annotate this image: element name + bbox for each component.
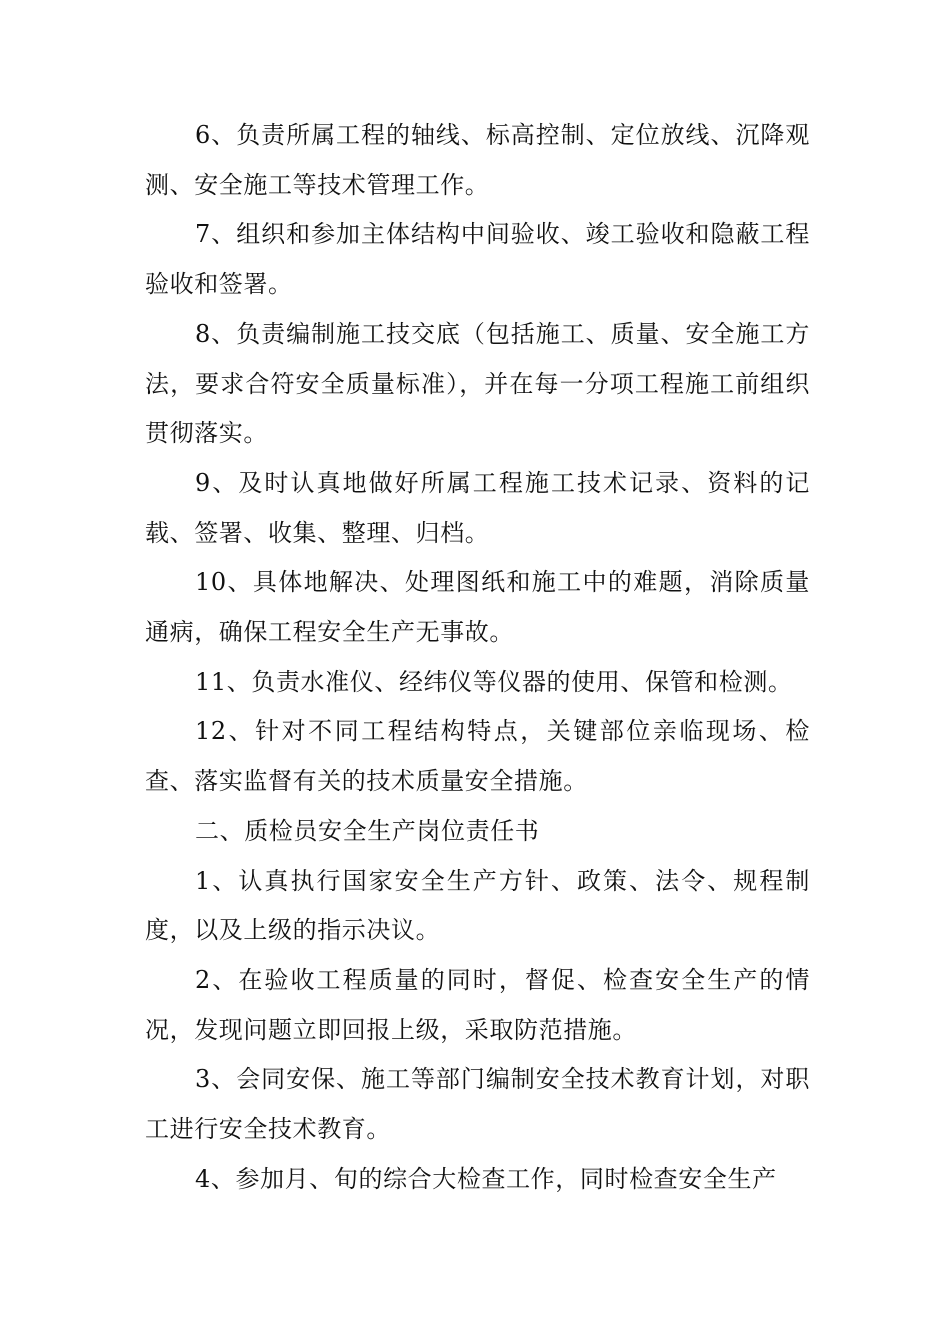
paragraph-item-11: 11、负责水准仪、经纬仪等仪器的使用、保管和检测。 <box>195 667 793 696</box>
paragraph-item-9: 9、及时认真地做好所属工程施工技术记录、资料的记载、签署、收集、整理、归档。 <box>145 468 810 547</box>
paragraph-item-4: 4、参加月、旬的综合大检查工作，同时检查安全生产 <box>195 1164 777 1193</box>
document-body <box>145 111 810 1204</box>
paragraph-item-3: 3、会同安保、施工等部门编制安全技术教育计划，对职工进行安全技术教育。 <box>145 1065 810 1144</box>
paragraph-item-2: 2、在验收工程质量的同时，督促、检查安全生产的情况，发现问题立即回报上级，采取防范措施。 <box>145 965 810 1044</box>
paragraph-item-10: 10、具体地解决、处理图纸和施工中的难题，消除质量通病，确保工程安全生产无事故。 <box>145 568 810 647</box>
paragraph-item-12: 12、针对不同工程结构特点，关键部位亲临现场、检查、落实监督有关的技术质量安全措施。 <box>145 717 810 796</box>
paragraph-item-1: 1、认真执行国家安全生产方针、政策、法令、规程制度，以及上级的指示决议。 <box>145 866 810 945</box>
paragraph-item-7: 7、组织和参加主体结构中间验收、竣工验收和隐蔽工程验收和签署。 <box>145 220 810 299</box>
section-heading: 二、质检员安全生产岗位责任书 <box>195 816 540 845</box>
paragraph-item-6: 6、负责所属工程的轴线、标高控制、定位放线、沉降观测、安全施工等技术管理工作。 <box>145 121 810 199</box>
paragraph-item-8: 8、负责编制施工技交底（包括施工、质量、安全施工方法，要求合符安全质量标准），并在每一分项工程施工前组织贯彻落实。 <box>145 319 810 448</box>
